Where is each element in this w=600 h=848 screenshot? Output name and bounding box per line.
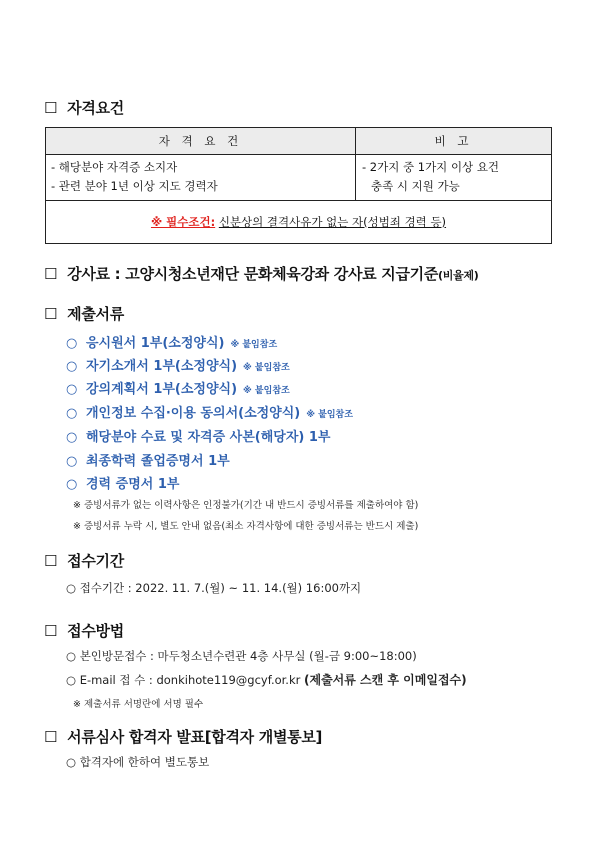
result-title-text: 서류심사 합격자 발표[합격자 개별통보] [67,728,323,746]
table-cell-remarks [356,155,552,201]
circle-bullet-icon: ○ [66,430,78,445]
required-condition-text: 신분상의 결격사유가 없는 자(성범죄 경력 등) [218,215,447,229]
method-visit-text: ○ 본인방문접수 : 마두청소년수련관 4층 사무실 (월-금 9:00~18:00) [66,649,417,663]
document-item-text: 자기소개서 1부(소정양식) [86,359,238,374]
qualification-table [45,127,552,244]
fee-title-text: 강사료 : 고양시청소년재단 문화체육강좌 강사료 지급기준 [67,265,439,283]
document-item-text: 응시원서 1부(소정양식) [86,336,225,351]
document-item [66,355,290,374]
document-item-ref: ※ 붙임참조 [230,340,278,350]
section-period-title [44,550,124,571]
section-fee-title [44,263,478,284]
circle-bullet-icon: ○ [66,382,78,397]
method-email-bold: (제출서류 스캔 후 이메일접수) [304,673,467,687]
checkbox-square-icon: ☐ [44,99,58,117]
section-method-title [44,620,124,641]
document-item [66,426,331,445]
checkbox-square-icon: ☐ [44,265,58,283]
result-text: ○ 합격자에 한하여 별도통보 [66,755,210,769]
required-condition-mark: ※ 필수조건: [150,215,216,229]
period-text: ○ 접수기간 : 2022. 11. 7.(월) ~ 11. 14.(월) 16:00까지 [66,581,362,595]
method-title-text: 접수방법 [67,622,124,640]
requirement-line: - 관련 분야 1년 이상 지도 경력자 [51,179,218,193]
circle-bullet-icon: ○ [66,477,78,492]
table-required-condition [46,201,552,244]
table-header-left: 자 격 요 건 [46,128,356,155]
document-item [66,402,353,421]
document-item [66,473,179,492]
table-cell-requirements [46,155,356,201]
document-item-ref: ※ 붙임참조 [306,410,353,420]
documents-note: ※ 증빙서류 누락 시, 별도 안내 없음(최소 자격사항에 대한 증빙서류는 반드시 제출) [73,521,419,532]
circle-bullet-icon: ○ [66,454,78,469]
document-item-text: 최종학력 졸업증명서 1부 [86,454,230,469]
documents-note: ※ 증빙서류가 없는 이력사항은 인정불가(기간 내 반드시 증빙서류를 제출하여야 함) [73,500,419,511]
remark-line: - 2가지 중 1가지 이상 요건 [362,160,500,174]
document-item [66,378,290,397]
section-result-title [44,726,322,747]
checkbox-square-icon: ☐ [44,552,58,570]
table-header-right: 비 고 [356,128,552,155]
documents-title-text: 제출서류 [67,305,124,323]
checkbox-square-icon: ☐ [44,728,58,746]
document-item-text: 해당분야 수료 및 자격증 사본(해당자) 1부 [86,430,331,445]
document-item [66,450,230,469]
section-documents-title [44,303,124,324]
method-email-line [66,671,467,688]
circle-bullet-icon: ○ [66,406,78,421]
document-item-ref: ※ 붙임참조 [243,363,290,373]
document-item-text: 경력 증명서 1부 [86,477,180,492]
fee-title-suffix: (비율제) [438,269,479,282]
checkbox-square-icon: ☐ [44,622,58,640]
method-note: ※ 제출서류 서명란에 서명 필수 [73,699,204,710]
requirement-line: - 해당분야 자격증 소지자 [51,160,178,174]
section-qualification-title [44,97,124,118]
period-title-text: 접수기간 [67,552,124,570]
document-item-ref: ※ 붙임참조 [243,386,290,396]
remark-line: 충족 시 지원 가능 [371,179,460,193]
document-item-text: 개인정보 수집·이용 동의서(소정양식) [86,406,301,421]
checkbox-square-icon: ☐ [44,305,58,323]
qualification-title-text: 자격요건 [67,99,124,117]
method-email-text: ○ E-mail 접 수 : donkihote119@gcyf.or.kr [66,673,301,687]
document-item [66,332,277,351]
circle-bullet-icon: ○ [66,359,78,374]
document-item-text: 강의계획서 1부(소정양식) [86,382,238,397]
circle-bullet-icon: ○ [66,336,78,351]
